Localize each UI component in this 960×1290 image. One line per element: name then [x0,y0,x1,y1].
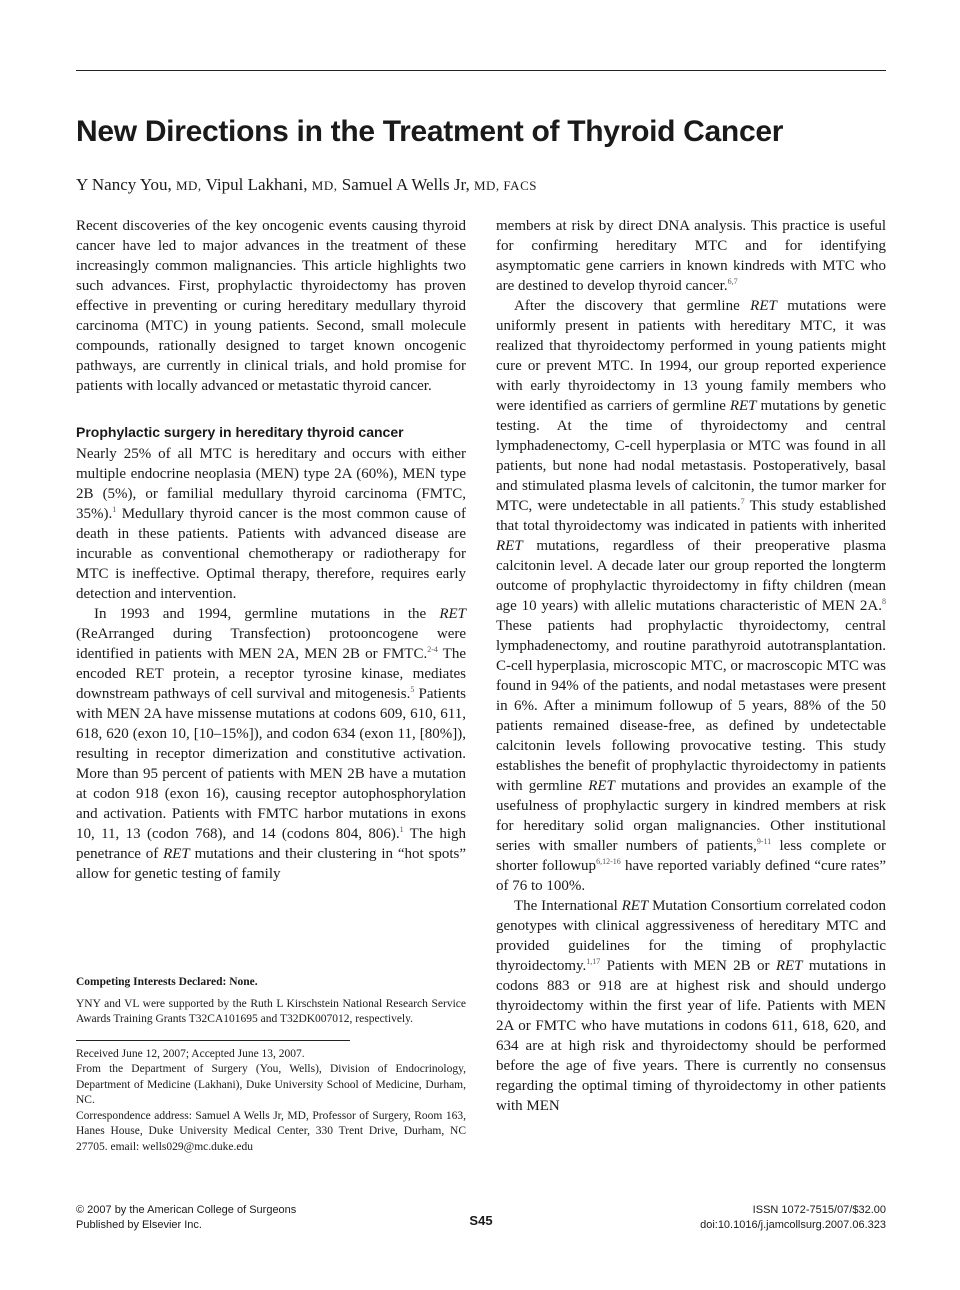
text-run: This study established that total thyroidectomy was indicated in patients with inherited [496,498,886,534]
citation[interactable]: 6,7 [727,277,738,286]
text-run: mutations, regardless of their preoperative plasma calcitonin level. A decade later our group reported the longterm outcome of prophylactic thyroidectomy in fifty children (mean age 10 years) with allelic mutations characteristic of MEN 2A. [496,538,886,614]
citation[interactable]: 9-11 [756,837,772,846]
citation[interactable]: 1 [399,825,404,834]
citation[interactable]: 8 [882,597,886,606]
page-number: S45 [469,1213,493,1228]
gene-name: RET [439,606,466,622]
front-matter-notes [76,975,466,1155]
citation[interactable]: 1,17 [586,957,601,966]
funding-note: YNY and VL were supported by the Ruth L Kirschstein National Research Service Awards Training Grants T32CA101695 and T32DK007012, respectively. [76,997,466,1025]
author-degrees: MD, FACS [473,178,537,193]
citation[interactable]: 5 [410,685,415,694]
text-run: mutations and their clustering in “hot spots” allow for genetic testing of family [76,846,466,882]
gene-name: RET [750,298,777,314]
text-run: Mutation Consortium correlated codon genotypes with clinical aggressiveness of hereditary MTC and provided guidelines for the timing of prophylactic thyroidectomy. [496,898,886,974]
gene-name: RET [729,398,757,414]
page-footer [76,1203,886,1235]
gene-name: RET [621,898,649,914]
body-paragraph [496,896,886,1116]
text-run: Nearly 25% of all MTC is hereditary and occurs with either multiple endocrine neoplasia (MEN) type 2A (60%), MEN type 2B (5%), or familial medullary thyroid carcinoma (FMTC, 35%). [76,446,466,522]
text-run: mutations in codons 883 or 918 are at highest risk and should undergo thyroidectomy within the first year of life. Patients with MEN 2A or FMTC who have mutations in codons 611, 618, 620, and 634 are at high risk and thyroidectomy should be performed before the age of five years. There is currently no consensus regarding the optimal timing of thyroidectomy in other patients with MEN [496,958,886,1114]
notes-divider [76,1040,350,1041]
abstract: Recent discoveries of the key oncogenic events causing thyroid cancer have led to major advances in the treatment of these increasingly common malignancies. This article highlights two such advances. First, prophylactic thyroidectomy has proven effective in preventing or curing hereditary medullary thyroid carcinoma (MTC) in young patients. Second, small molecule compounds, rationally designed to target known oncogenic pathways, are currently in clinical trials, and hold promise for patients with locally advanced or metastatic thyroid cancer. [76,218,466,394]
citation[interactable]: 7 [740,497,745,506]
left-column [76,216,466,884]
right-column [496,216,886,1116]
text-run: Patients with MEN 2B or [600,958,776,974]
text-run: mutations were uniformly present in patients with hereditary MTC, it was realized that thyroidectomy performed in young patients might cure or prevent MTC. In 1994, our group reported experience with early thyroidectomy in 13 young family members who were identified as carriers of germline [496,298,886,414]
citation[interactable]: 6,12-16 [596,857,621,866]
text-run: (ReArranged during Transfection) protooncogene were identified in patients with MEN 2A, MEN 2B or FMTC. [76,626,466,662]
text-run: members at risk by direct DNA analysis. This practice is useful for confirming hereditary MTC and for identifying asymptomatic gene carriers in known kindreds with MTC who are destined to develop thyroid cancer. [496,218,886,294]
body-paragraph [76,444,466,604]
article-title: New Directions in the Treatment of Thyroid Cancer [76,115,784,148]
publisher: Published by Elsevier Inc. [76,1219,202,1231]
text-run: The high penetrance of [76,826,467,862]
footer-right [700,1203,886,1233]
text-run: mutations by genetic testing. At the time of thyroidectomy and central lymphadenectomy, C-cell hyperplasia or MTC was found in all patients, but none had nodal metastasis. Postoperatively, basal and stimulated plasma levels of calcitonin, the tumor marker for MTC, were undetectable in all patients. [496,398,886,514]
gene-name: RET [496,538,523,554]
text-run: In 1993 and 1994, germline mutations in the [94,606,440,622]
affiliations: From the Department of Surgery (You, Wells), Division of Endocrinology, Department of Medicine (Lakhani), Duke University School of Medicine, Durham, NC. [76,1063,466,1106]
author-degrees: MD, [175,178,202,193]
copyright: © 2007 by the American College of Surgeons [76,1204,297,1216]
author-line [76,173,886,198]
citation[interactable]: 1 [112,505,117,514]
top-rule [76,70,886,71]
author-degrees: MD, [311,178,338,193]
received-dates: Received June 12, 2007; Accepted June 13, 2007. [76,1047,305,1060]
body-paragraph [496,216,886,296]
correspondence: Correspondence address: Samuel A Wells Jr, MD, Professor of Surgery, Room 163, Hanes House, Duke University Medical Center, 330 Trent Drive, Durham, NC 27705. email: wells029@mc.duke.edu [76,1109,466,1153]
issn: ISSN 1072-7515/07/$32.00 [752,1204,886,1216]
text-run: Patients with MEN 2A have missense mutations at codons 609, 610, 611, 618, 620 (exon 10, [10–15%]), and codon 634 (exon 11, [80%]), resulting in receptor dimerization and constitutive activation. More than 95 percent of patients with MEN 2B have a mutation at codon 918 (exon 16), causing receptor autophosphorylation and activation. Patients with FMTC harbor mutations in exons 10, 11, 13 (codon 768), and 14 (codons 804, 806). [76,686,466,842]
text-run: These patients had prophylactic thyroidectomy, central lymphadenectomy, and routine parathyroid autotransplantation. C-cell hyperplasia, microscopic MTC, or macroscopic MTC was found in 94% of the patients, and nodal metastases were present in 6%. After a minimum followup of 5 years, 88% of the 50 patients remained disease-free, as defined by undetectable calcitonin levels following provocative testing. This study establishes the benefit of prophylactic thyroidectomy in patients with germline [496,618,886,794]
citation[interactable]: 2-4 [427,645,438,654]
doi[interactable]: doi:10.1016/j.jamcollsurg.2007.06.323 [700,1219,886,1231]
author-name: Samuel A Wells Jr, [341,175,470,194]
competing-interests: Competing Interests Declared: None. [76,976,258,988]
text-run: After the discovery that germline [514,298,751,314]
text-run: Medullary thyroid cancer is the most common cause of death in these patients. Patients with advanced disease are incurable as conventional chemotherapy or radiotherapy for MTC is ineffective. Optimal therapy, therefore, requires early detection and intervention. [76,506,466,602]
body-paragraph [76,604,466,884]
text-run: The encoded RET protein, a receptor tyrosine kinase, mediates downstream pathways of cell survival and mitogenesis. [76,646,466,702]
text-run: have reported variably defined “cure rates” of 76 to 100%. [496,858,886,894]
gene-name: RET [588,778,615,794]
section-heading: Prophylactic surgery in hereditary thyroid cancer [76,424,404,440]
gene-name: RET [775,958,803,974]
text-run: less complete or shorter followup [496,838,886,874]
text-run: The International [514,898,622,914]
author-name: Y Nancy You, [76,175,172,194]
text-run: mutations and provides an example of the usefulness of prophylactic surgery in kindred members at risk for hereditary solid organ malignancies. Other institutional series with smaller numbers of patients, [496,778,886,854]
body-paragraph [496,296,886,896]
gene-name: RET [163,846,190,862]
author-name: Vipul Lakhani, [205,175,308,194]
